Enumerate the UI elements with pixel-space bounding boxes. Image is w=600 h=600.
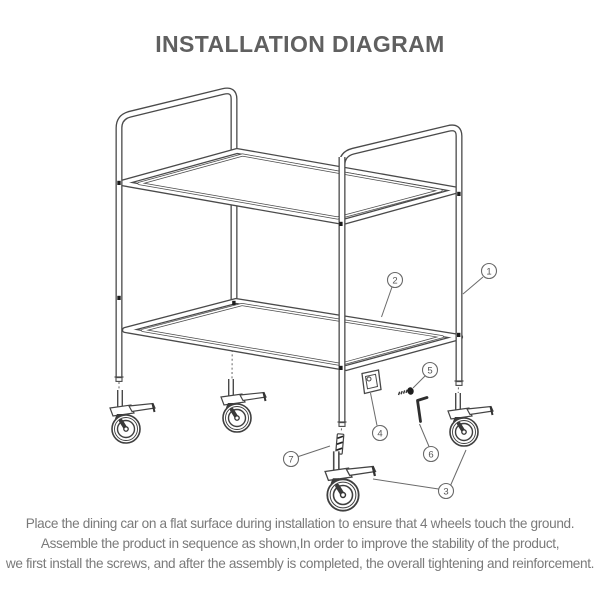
top-shelf (121, 151, 459, 222)
leader-line (420, 424, 430, 447)
callout-6 (420, 424, 439, 462)
callout-label: 5 (427, 365, 433, 377)
mounting-bracket (362, 370, 381, 394)
callout-4 (371, 393, 388, 441)
leg-end-caps (115, 377, 464, 426)
leader-line (413, 376, 426, 389)
callout-label: 7 (288, 454, 294, 466)
callout-2 (382, 273, 403, 318)
callout-label: 1 (486, 266, 492, 278)
brake-lever (240, 393, 266, 401)
instruction-text (0, 514, 600, 574)
instruction-line-3: we first install the screws, and after the assembly is completed, the overall tightening and reinforcement. (5, 556, 595, 571)
caster-wheel (325, 451, 375, 510)
caster-wheel (221, 379, 266, 432)
allen-key (418, 398, 428, 422)
callout-label: 3 (443, 486, 449, 498)
caster-wheel (448, 393, 493, 446)
callout-label: 4 (377, 428, 383, 440)
callout-label: 2 (392, 275, 398, 287)
brake-lever (129, 404, 155, 412)
callout-7 (284, 446, 331, 467)
leader-line (371, 393, 378, 426)
callouts (284, 264, 497, 499)
brake-lever (346, 466, 375, 475)
bottom-shelf (125, 301, 460, 368)
casters (110, 379, 493, 511)
callout-3 (373, 450, 466, 499)
leader-line (382, 287, 393, 317)
callout-label: 6 (428, 449, 434, 461)
screw-part (399, 387, 415, 396)
leader-line (373, 479, 439, 489)
leader-line (299, 446, 331, 457)
callout-1 (463, 264, 497, 295)
leader-line (451, 450, 467, 486)
brake-lever (467, 407, 493, 415)
page-title: INSTALLATION DIAGRAM (155, 31, 445, 57)
instruction-line-1: Place the dining car on a flat surface during installation to ensure that 4 wheels touch the ground. (25, 516, 575, 531)
instruction-line-2: Assemble the product in sequence as shown,In order to improve the stability of the product, (40, 536, 560, 551)
callout-5 (413, 363, 438, 389)
leader-line (463, 277, 483, 294)
caster-wheel (110, 390, 155, 443)
expansion-pin (336, 434, 344, 454)
